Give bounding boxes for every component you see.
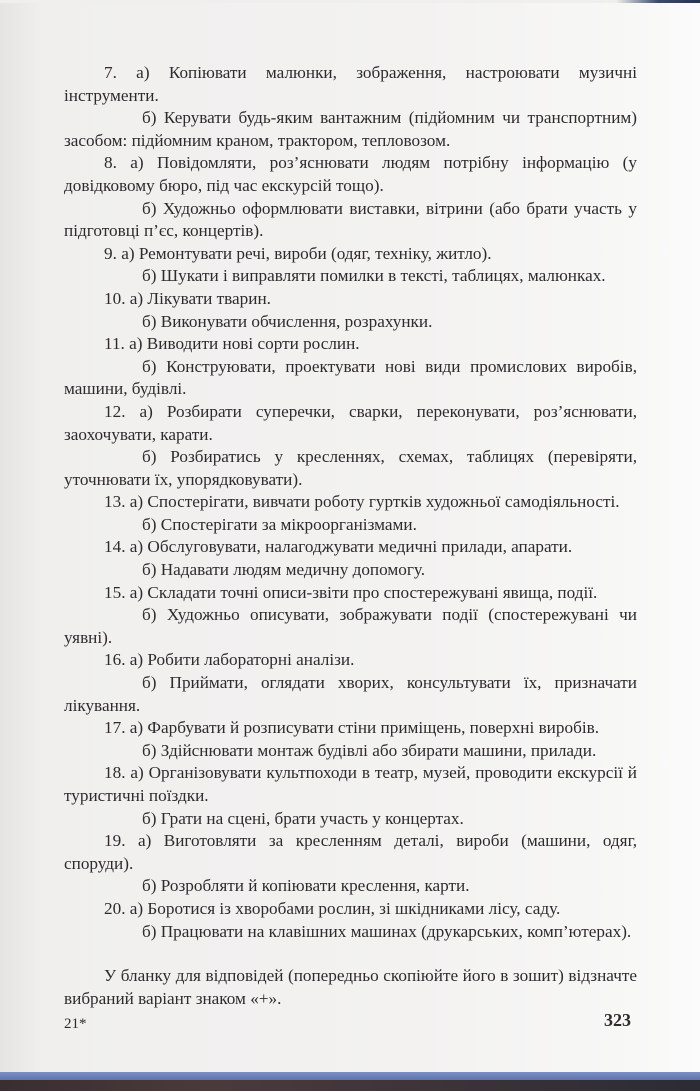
item-20-b: б) Працювати на клавішних машинах (друкарських, комп’ютерах).	[142, 921, 632, 941]
item-8-a: 8. а) Повідомляти, роз’яснювати людям потрібну інформацію (у довідковому бюро, під час екскурсій тощо).	[64, 153, 637, 195]
item-20-a: 20. а) Боротися із хворобами рослин, зі шкідниками лісу, саду.	[104, 898, 561, 918]
item-19-a: 19. а) Виготовляти за кресленням деталі, вироби (машини, одяг, споруди).	[64, 831, 637, 873]
item-18-b: б) Грати на сцені, брати участь у концертах.	[142, 808, 464, 828]
item-15-b: б) Художньо описувати, зображувати події (спостережувані чи уявні).	[64, 605, 637, 647]
questionnaire-list	[64, 62, 637, 1010]
item-14-b: б) Надавати людям медичну допомогу.	[142, 560, 426, 580]
background-surface	[0, 1080, 700, 1091]
page-top-edge	[0, 0, 700, 3]
item-14-a: 14. а) Обслуговувати, налагоджувати медичні прилади, апарати.	[104, 537, 573, 557]
item-17-a: 17. а) Фарбувати й розписувати стіни приміщень, поверхні виробів.	[104, 718, 600, 738]
item-9-b: б) Шукати і виправляти помилки в тексті, таблицях, малюнках.	[142, 266, 606, 286]
item-17-b: б) Здійснювати монтаж будівлі або збирати машини, прилади.	[142, 740, 597, 760]
item-11-a: 11. а) Виводити нові сорти рослин.	[104, 334, 360, 354]
book-cover-edge	[0, 1072, 700, 1080]
item-12-a: 12. а) Розбирати суперечки, сварки, переконувати, роз’яснювати, заохочувати, карати.	[64, 401, 637, 444]
closing-instruction: У бланку для відповідей (попередньо скопіюйте його в зошит) відзначте вибраний варіант знаком «+».	[64, 966, 637, 1008]
item-10-b: б) Виконувати обчислення, розрахунки.	[142, 311, 433, 331]
item-16-a: 16. а) Робити лабораторні аналізи.	[104, 650, 355, 670]
item-19-b: б) Розробляти й копіювати креслення, карти.	[142, 876, 470, 896]
item-12-b: б) Розбиратись у кресленнях, схемах, таблицях (перевіряти, уточнювати їх, упорядковувати).	[64, 447, 637, 489]
item-15-a: 15. а) Складати точні описи-звіти про спостережувані явища, події.	[104, 582, 598, 602]
item-8-b: б) Художньо оформлювати виставки, вітрини (або брати участь у підготовці п’єс, концертів).	[64, 198, 637, 241]
item-10-a: 10. а) Лікувати тварин.	[104, 288, 271, 308]
item-7-a: 7. а) Копіювати малюнки, зображення, настроювати музичні інструменти.	[64, 63, 637, 105]
item-9-a: 9. а) Ремонтувати речі, вироби (одяг, техніку, житло).	[104, 243, 492, 263]
spacer	[64, 943, 637, 965]
item-16-b: б) Приймати, оглядати хворих, консультувати їх, призначати лікування.	[64, 673, 637, 715]
page-number: 323	[604, 1010, 631, 1030]
item-13-a: 13. а) Спостерігати, вивчати роботу гуртків художньої самодіяльності.	[104, 492, 620, 512]
item-18-a: 18. а) Організовувати культпоходи в театр, музей, проводити екскурсії й туристичні поїздки.	[64, 763, 637, 805]
item-13-b: б) Спостерігати за мікроорганізмами.	[142, 514, 417, 534]
signature-mark: 21*	[64, 1016, 87, 1032]
item-7-b: б) Керувати будь-яким вантажним (підйомним чи транспортним) засобом: підйомним краном, трактором, тепловозом.	[64, 108, 637, 150]
item-11-b: б) Конструювати, проектувати нові види промислових виробів, машини, будівлі.	[64, 356, 637, 399]
